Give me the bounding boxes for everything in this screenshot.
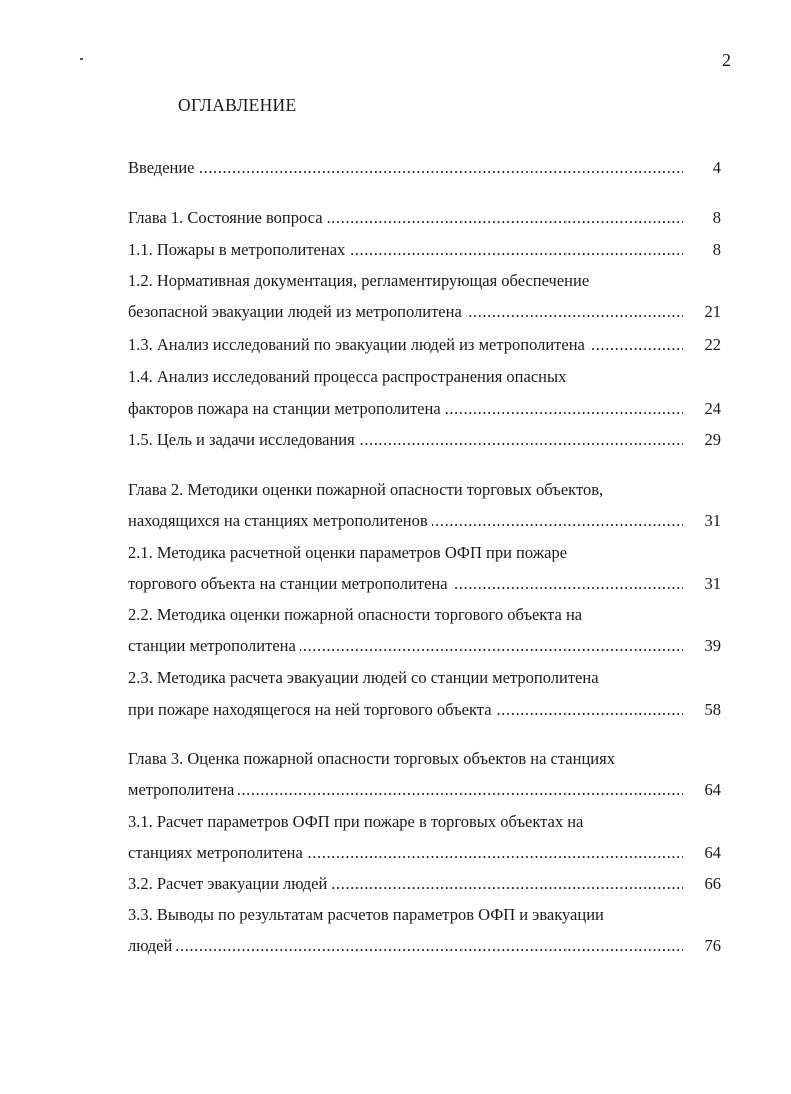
toc-entry-1-4-line-2[interactable] bbox=[128, 397, 723, 421]
toc-entry-1-2-line-2[interactable] bbox=[128, 300, 723, 324]
toc-page-number: 76 bbox=[704, 936, 721, 955]
toc-page-number: 39 bbox=[704, 636, 721, 655]
toc-page-number: 8 bbox=[712, 208, 721, 227]
toc-entry-title: 1.2. Нормативная документация, регламентирующая обеспечение bbox=[128, 271, 590, 290]
toc-entry-title-cont: при пожаре находящегося на ней торгового объекта bbox=[128, 700, 496, 719]
toc-entry-chapter-1[interactable] bbox=[128, 206, 723, 230]
toc-entry-2-1-line-1[interactable] bbox=[128, 541, 723, 565]
toc-entry-2-3-line-2[interactable] bbox=[128, 698, 723, 722]
toc-entry-chapter-3-line-1[interactable] bbox=[128, 747, 723, 771]
toc-entry-title-cont: факторов пожара на станции метрополитена bbox=[128, 399, 445, 418]
toc-entry-title-cont: торгового объекта на станции метрополитена bbox=[128, 574, 452, 593]
toc-entry-3-1-line-2[interactable] bbox=[128, 841, 723, 865]
toc-entry-title: 1.4. Анализ исследований процесса распространения опасных bbox=[128, 367, 567, 386]
toc-entry-title: 3.3. Выводы по результатам расчетов параметров ОФП и эвакуации bbox=[128, 905, 604, 924]
toc-page-number: 31 bbox=[704, 574, 721, 593]
toc-page-number: 64 bbox=[704, 843, 721, 862]
toc-entry-title: 2.1. Методика расчетной оценки параметров ОФП при пожаре bbox=[128, 543, 568, 562]
toc-entry-title: Глава 2. Методики оценки пожарной опасности торговых объектов, bbox=[128, 480, 604, 499]
toc-page-number: 31 bbox=[704, 511, 721, 530]
toc-entry-title-cont: станции метрополитена bbox=[128, 636, 300, 655]
toc-entry-introduction[interactable] bbox=[128, 156, 723, 180]
toc-entry-title: Глава 1. Состояние вопроса bbox=[128, 208, 327, 227]
toc-page-number: 29 bbox=[704, 430, 721, 449]
toc-entry-title: 1.5. Цель и задачи исследования bbox=[128, 430, 359, 449]
toc-page-number: 24 bbox=[704, 399, 721, 418]
toc-entry-title: 1.3. Анализ исследований по эвакуации людей из метрополитена bbox=[128, 335, 589, 354]
toc-page-number: 8 bbox=[712, 240, 721, 259]
toc-entry-2-3-line-1[interactable] bbox=[128, 666, 723, 690]
toc-entry-1-5[interactable] bbox=[128, 428, 723, 452]
toc-entry-chapter-2-line-1[interactable] bbox=[128, 478, 723, 502]
toc-entry-1-2-line-1[interactable] bbox=[128, 269, 723, 293]
toc-entry-1-3[interactable] bbox=[128, 333, 723, 357]
toc-page-number: 22 bbox=[704, 335, 721, 354]
toc-entry-title: Введение bbox=[128, 158, 199, 177]
toc-entry-2-2-line-1[interactable] bbox=[128, 603, 723, 627]
toc-entry-3-3-line-1[interactable] bbox=[128, 903, 723, 927]
toc-entry-title-cont: станциях метрополитена bbox=[128, 843, 307, 862]
toc-entry-title: 2.2. Методика оценки пожарной опасности торгового объекта на bbox=[128, 605, 583, 624]
toc-entry-title: 3.1. Расчет параметров ОФП при пожаре в торговых объектах на bbox=[128, 812, 584, 831]
toc-page-number: 4 bbox=[712, 158, 721, 177]
toc-page-number: 58 bbox=[704, 700, 721, 719]
toc-entry-2-2-line-2[interactable] bbox=[128, 634, 723, 658]
toc-entry-title: Глава 3. Оценка пожарной опасности торговых объектов на станциях bbox=[128, 749, 615, 768]
toc-page-number: 66 bbox=[704, 874, 721, 893]
toc-entry-chapter-2-line-2[interactable] bbox=[128, 509, 723, 533]
toc-entry-2-1-line-2[interactable] bbox=[128, 572, 723, 596]
toc-page-number: 21 bbox=[704, 302, 721, 321]
page-title: ОГЛАВЛЕНИЕ bbox=[178, 95, 297, 115]
toc-entry-title: 3.2. Расчет эвакуации людей bbox=[128, 874, 331, 893]
toc-entry-title: 1.1. Пожары в метрополитенах bbox=[128, 240, 349, 259]
toc-entry-title: 2.3. Методика расчета эвакуации людей со станции метрополитена bbox=[128, 668, 599, 687]
toc-entry-title-cont: находящихся на станциях метрополитенов bbox=[128, 511, 432, 530]
toc-entry-title-cont: безопасной эвакуации людей из метрополитена bbox=[128, 302, 466, 321]
toc-entry-3-3-line-2[interactable] bbox=[128, 934, 723, 958]
toc-entry-3-1-line-1[interactable] bbox=[128, 810, 723, 834]
toc-entry-3-2[interactable] bbox=[128, 872, 723, 896]
toc-entry-1-4-line-1[interactable] bbox=[128, 365, 723, 389]
scan-speck bbox=[80, 58, 83, 60]
toc-entry-1-1[interactable] bbox=[128, 238, 723, 262]
toc-entry-title-cont: людей bbox=[128, 936, 176, 955]
toc-entry-title-cont: метрополитена bbox=[128, 780, 238, 799]
toc-page-number: 64 bbox=[704, 780, 721, 799]
page-number: 2 bbox=[722, 50, 731, 70]
toc-entry-chapter-3-line-2[interactable] bbox=[128, 778, 723, 802]
